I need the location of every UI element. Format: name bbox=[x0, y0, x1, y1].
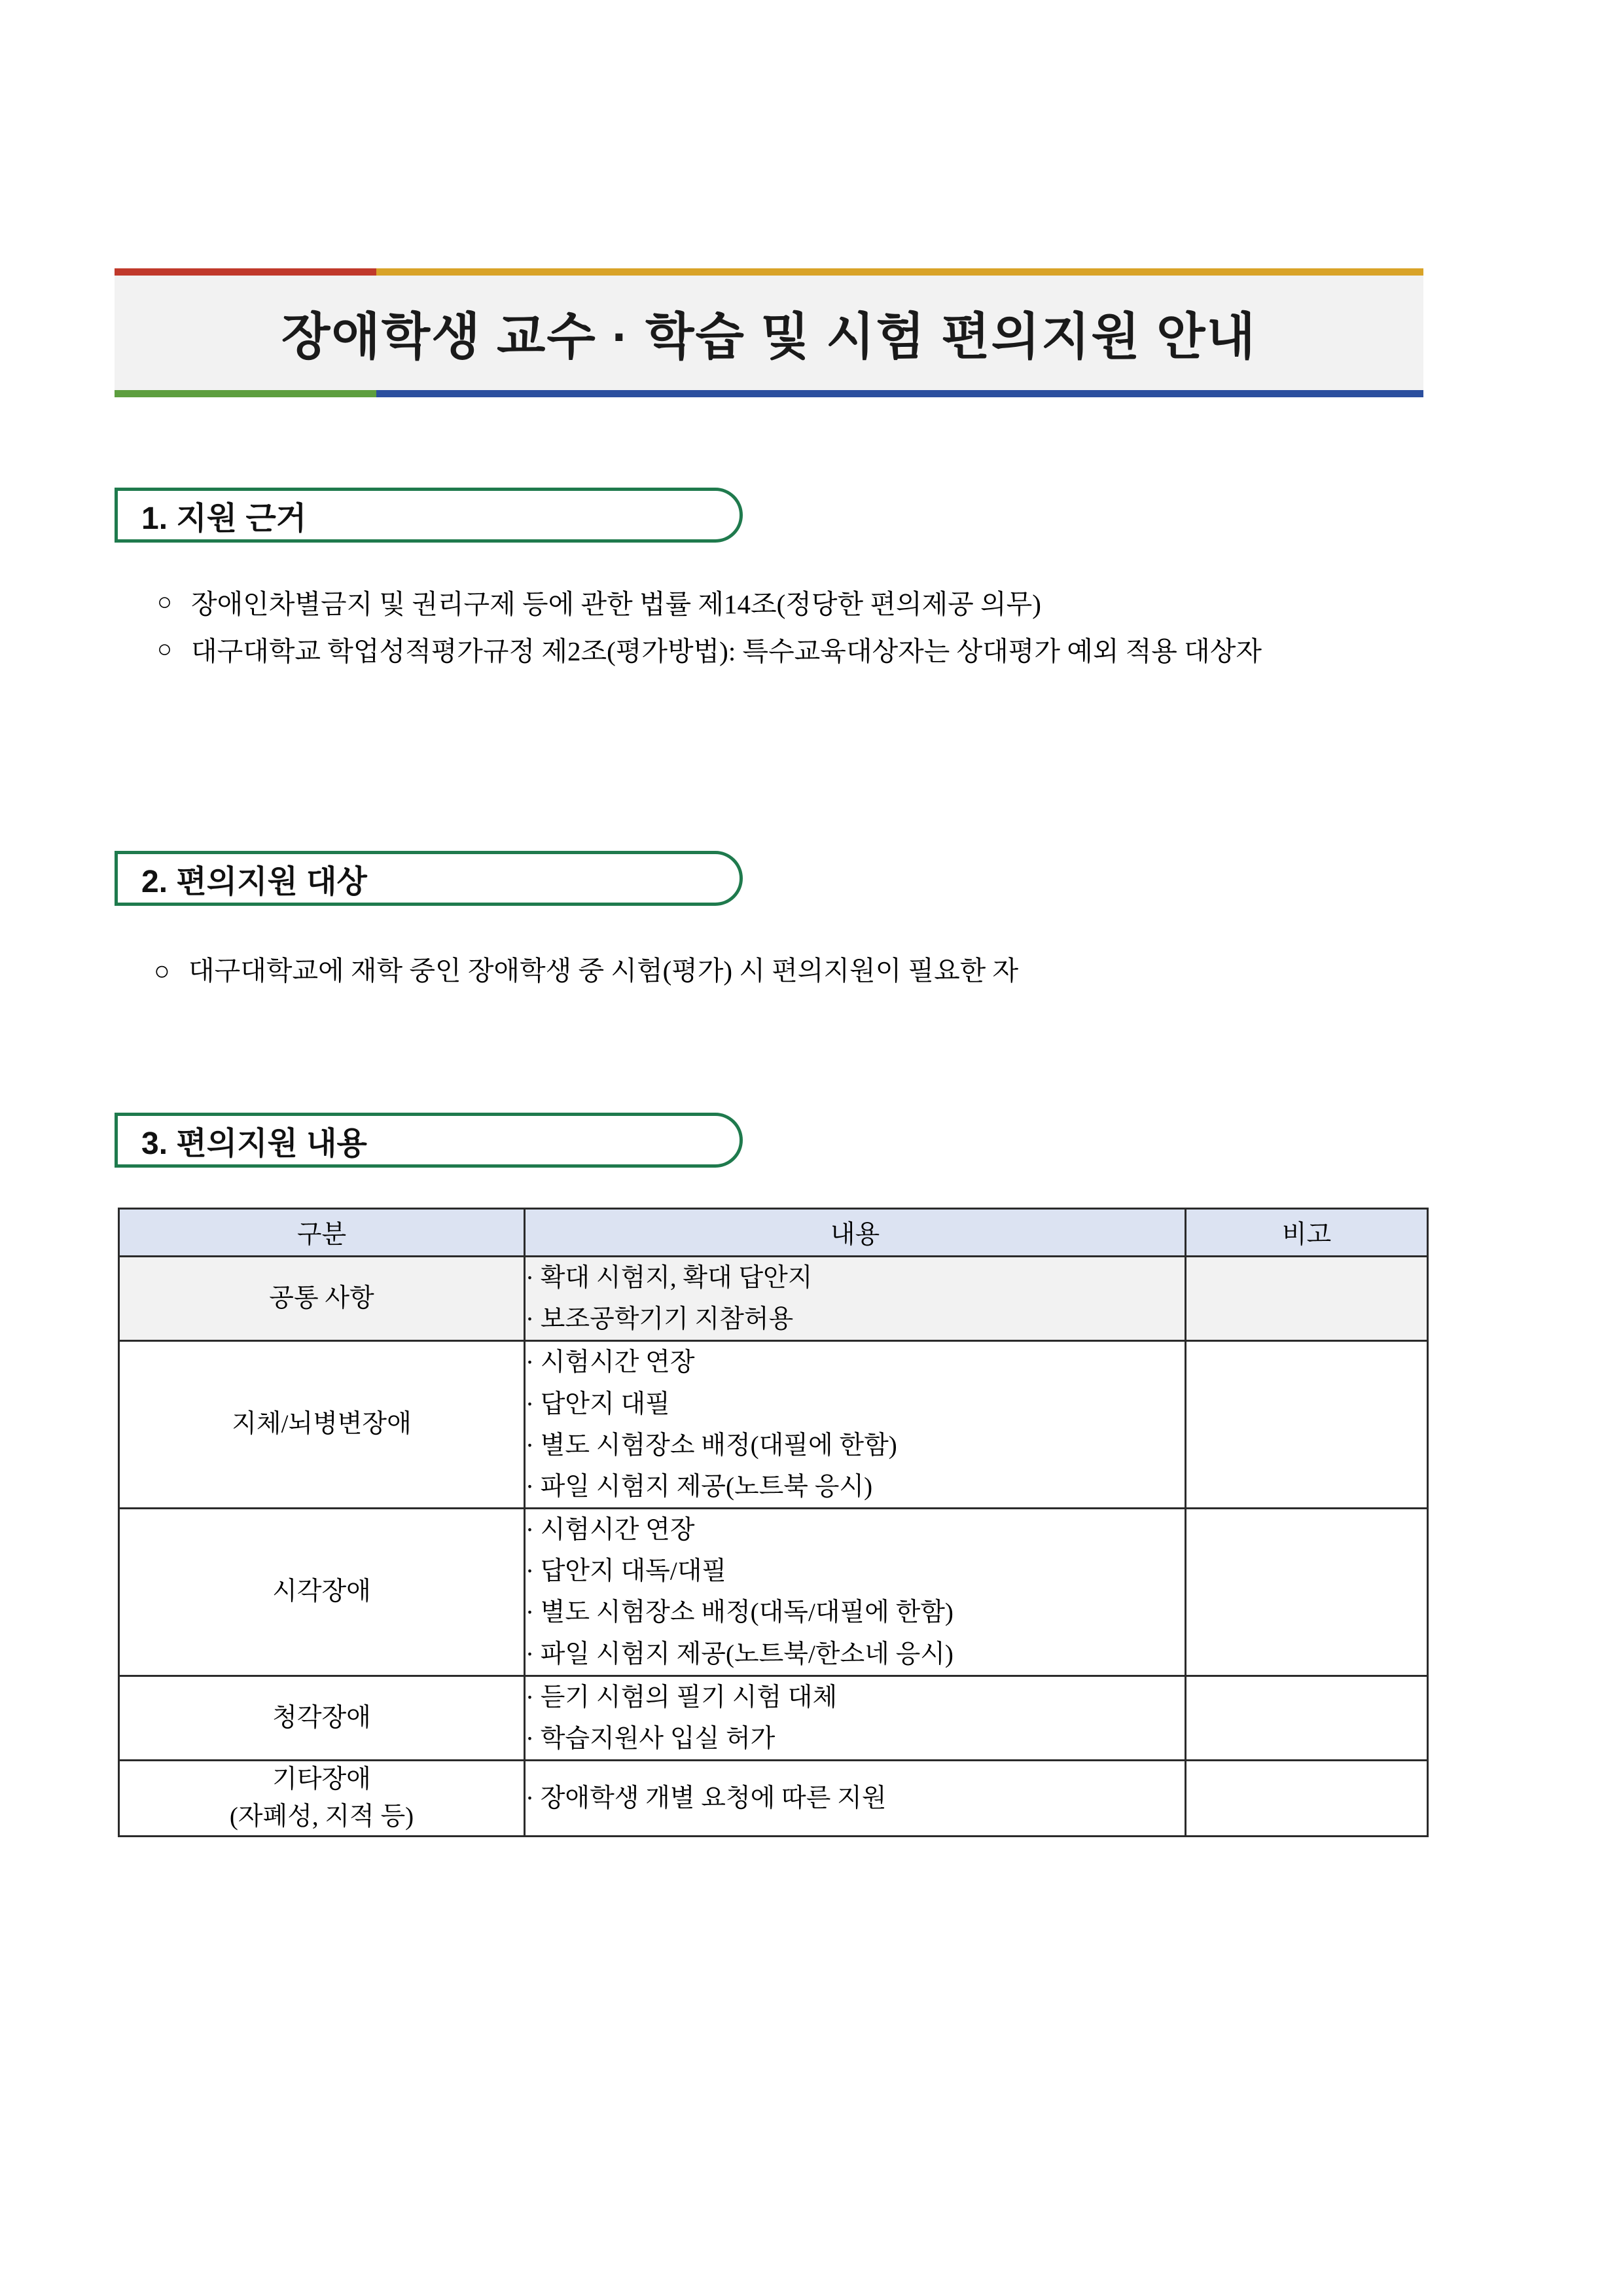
section-1-bullets bbox=[157, 583, 1427, 677]
table-cell-note bbox=[1186, 1509, 1428, 1676]
section-heading-2-label: 2. 편의지원 대상 bbox=[141, 864, 367, 899]
section-2-paragraph bbox=[115, 949, 1400, 992]
table-cell-content-line: · 파일 시험지 제공(노트북 응시) bbox=[526, 1472, 873, 1501]
title-rule-bottom bbox=[115, 390, 1423, 397]
table-cell-note bbox=[1186, 1761, 1428, 1837]
table-cell-category: 지체/뇌병변장애 bbox=[119, 1341, 525, 1509]
table-cell-category-line: (자폐성, 지적 등) bbox=[229, 1802, 414, 1831]
bullet-circle-icon: ○ bbox=[157, 636, 172, 664]
table-cell-note bbox=[1186, 1676, 1428, 1760]
list-item-text: 대구대학교 학업성적평가규정 제2조(평가방법): 특수교육대상자는 상대평가 예외 적용 대상자 bbox=[191, 636, 1262, 667]
table-row bbox=[119, 1341, 1428, 1509]
bullet-circle-icon: ○ bbox=[154, 956, 170, 986]
table-column-header-category: 구분 bbox=[119, 1209, 525, 1257]
table-cell-content-line: · 별도 시험장소 배정(대필에 한함) bbox=[526, 1431, 897, 1460]
section-heading-1-shadow-right bbox=[739, 497, 747, 552]
section-heading-1-label: 1. 지원 근거 bbox=[141, 501, 307, 536]
section-heading-3-label: 3. 편의지원 내용 bbox=[141, 1126, 367, 1161]
table-cell-note bbox=[1186, 1341, 1428, 1509]
table-cell-content-line: · 시험시간 연장 bbox=[526, 1348, 695, 1377]
table-header-row bbox=[119, 1209, 1428, 1257]
title-rule-bottom-left bbox=[115, 390, 376, 397]
title-rule-top-right bbox=[376, 268, 1423, 276]
table-cell-category-line: 기타장애 bbox=[272, 1765, 371, 1794]
table-column-header-content: 내용 bbox=[525, 1209, 1186, 1257]
section-heading-3-shadow-right bbox=[739, 1122, 747, 1177]
section-2-paragraph-text: 대구대학교에 재학 중인 장애학생 중 시험(평가) 시 편의지원이 필요한 자 bbox=[188, 956, 1019, 986]
table-cell-content-line: · 학습지원사 입실 허가 bbox=[526, 1724, 776, 1753]
title-rule-bottom-right bbox=[376, 390, 1423, 397]
table-cell-content bbox=[525, 1509, 1186, 1676]
title-bar bbox=[115, 276, 1423, 390]
table-cell-content bbox=[525, 1761, 1186, 1837]
section-heading-2-shadow-right bbox=[739, 861, 747, 916]
table-cell-category: 청각장애 bbox=[119, 1676, 525, 1760]
section-heading-1-shadow-bottom bbox=[126, 539, 738, 547]
table-cell-content-line: · 보조공학기기 지참허용 bbox=[526, 1305, 794, 1334]
table-cell-content-line: · 답안지 대독/대필 bbox=[526, 1557, 727, 1586]
table-cell-content-line: · 확대 시험지, 확대 답안지 bbox=[526, 1264, 813, 1292]
table-cell-note bbox=[1186, 1257, 1428, 1341]
table-row bbox=[119, 1257, 1428, 1341]
section-heading-1 bbox=[115, 488, 743, 543]
table-cell-category: 시각장애 bbox=[119, 1509, 525, 1676]
table-cell-content bbox=[525, 1257, 1186, 1341]
table-cell-content bbox=[525, 1676, 1186, 1760]
table-column-header-note: 비고 bbox=[1186, 1209, 1428, 1257]
section-heading-2 bbox=[115, 851, 743, 906]
bullet-circle-icon: ○ bbox=[157, 588, 172, 616]
page-title: 장애학생 교수 · 학습 및 시험 편의지원 안내 bbox=[281, 309, 1257, 365]
table-row bbox=[119, 1676, 1428, 1760]
title-rule-top-left bbox=[115, 268, 376, 276]
table-cell-content-line: · 장애학생 개별 요청에 따른 지원 bbox=[526, 1784, 887, 1813]
table-cell-category bbox=[119, 1761, 525, 1837]
table-cell-category: 공통 사항 bbox=[119, 1257, 525, 1341]
table-cell-content-line: · 듣기 시험의 필기 시험 대체 bbox=[526, 1683, 838, 1712]
table-row bbox=[119, 1761, 1428, 1837]
table-cell-content bbox=[525, 1341, 1186, 1509]
list-item bbox=[157, 630, 1427, 673]
list-item-text: 장애인차별금지 및 권리구제 등에 관한 법률 제14조(정당한 편의제공 의무) bbox=[191, 589, 1041, 619]
table-cell-content-line: · 별도 시험장소 배정(대독/대필에 한함) bbox=[526, 1598, 954, 1627]
title-banner bbox=[115, 268, 1423, 397]
table-cell-content-line: · 답안지 대필 bbox=[526, 1390, 670, 1418]
support-content-table bbox=[118, 1208, 1429, 1837]
title-rule-top bbox=[115, 268, 1423, 276]
table-cell-content-line: · 파일 시험지 제공(노트북/한소네 응시) bbox=[526, 1640, 954, 1668]
section-heading-3 bbox=[115, 1113, 743, 1168]
section-heading-3-shadow-bottom bbox=[126, 1164, 738, 1172]
table-cell-content-line: · 시험시간 연장 bbox=[526, 1516, 695, 1545]
table-row bbox=[119, 1509, 1428, 1676]
section-heading-2-shadow-bottom bbox=[126, 902, 738, 910]
list-item bbox=[157, 583, 1427, 626]
